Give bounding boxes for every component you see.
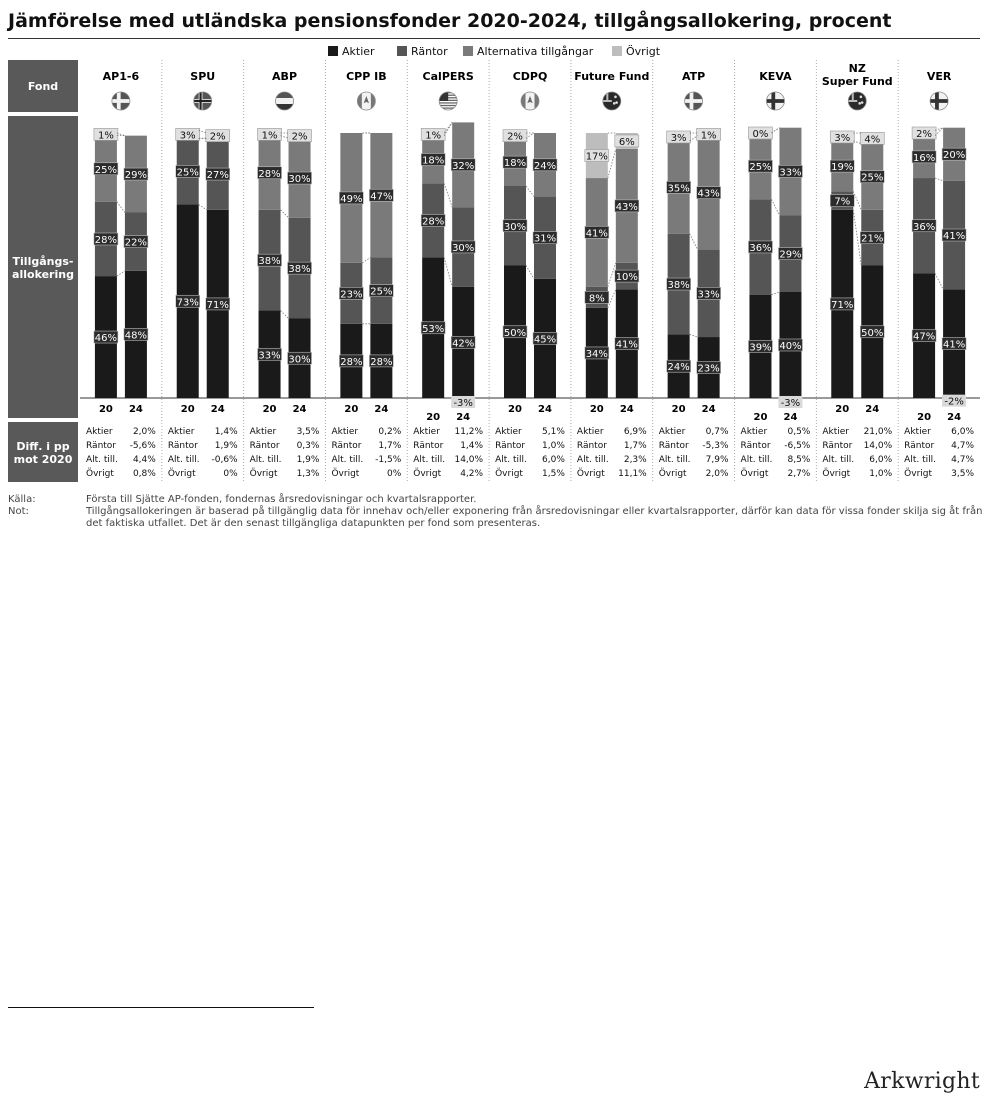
data-label: 30% bbox=[452, 242, 475, 254]
year-label: 20 bbox=[917, 412, 932, 423]
diff-row-name: Räntor bbox=[904, 441, 935, 451]
diff-row-name: Aktier bbox=[413, 427, 440, 437]
data-label: 2% bbox=[916, 129, 933, 140]
segment-connector bbox=[526, 186, 534, 197]
diff-value: 0,7% bbox=[705, 427, 729, 437]
diff-value: 0% bbox=[386, 469, 402, 479]
flag-denmark-icon bbox=[112, 92, 130, 110]
data-label: 10% bbox=[615, 272, 638, 284]
data-label: 40% bbox=[779, 341, 802, 352]
data-label: 2% bbox=[507, 131, 523, 143]
data-label: 3% bbox=[179, 130, 196, 142]
diff-row-name: Aktier bbox=[249, 427, 277, 437]
data-label: 41% bbox=[942, 231, 966, 243]
data-label: 38% bbox=[258, 256, 281, 268]
note-text: Tillgångsallokeringen är baserad på tillgänglig data för innehav och/eller exponering från årsredovisningar eller kvartalsrapporter, därför kan data för vissa fonder skilja sig åt från det faktiska utfallet. Det är den senast tillgängliga datapunkten per fond som presenteras. bbox=[86, 506, 983, 529]
segment-connector bbox=[935, 273, 943, 289]
year-label: 24 bbox=[210, 404, 225, 415]
source-notes bbox=[8, 494, 983, 530]
fund-name: CDPQ bbox=[512, 70, 548, 83]
fund-name: ATP bbox=[682, 70, 706, 83]
segment-connector bbox=[281, 210, 289, 218]
fund-row-label-text: Fond bbox=[27, 80, 59, 93]
fund-name: SPU bbox=[190, 70, 216, 83]
diff-row-name: Aktier bbox=[576, 427, 604, 437]
diff-row-name: Övrigt bbox=[167, 469, 196, 479]
year-label: 20 bbox=[835, 404, 850, 415]
fund-name: ABP bbox=[272, 70, 298, 83]
fund-column bbox=[822, 62, 893, 479]
diff-value: 4,7% bbox=[951, 441, 974, 451]
fund-column bbox=[250, 70, 320, 479]
data-label: 16% bbox=[912, 152, 936, 164]
fund-name: CalPERS bbox=[422, 70, 474, 83]
diff-row-name: Räntor bbox=[822, 441, 853, 451]
year-label: 20 bbox=[753, 412, 768, 423]
fund-column bbox=[904, 70, 974, 479]
diff-row-name: Övrigt bbox=[331, 469, 360, 479]
year-label: 20 bbox=[98, 404, 113, 415]
data-label: 3% bbox=[670, 132, 687, 144]
diff-row-label-text: mot 2020 bbox=[13, 453, 73, 466]
data-label: 22% bbox=[124, 237, 148, 249]
diff-row-name: Alt. till. bbox=[740, 455, 773, 465]
data-label: 18% bbox=[422, 155, 445, 167]
allocation-row-label bbox=[8, 116, 78, 418]
diff-value: 8,5% bbox=[787, 455, 811, 465]
diff-value: 1,9% bbox=[214, 441, 238, 451]
diff-row-name: Alt. till. bbox=[413, 455, 446, 465]
flag-australia-icon bbox=[603, 92, 621, 110]
diff-value: 0,3% bbox=[296, 441, 320, 451]
data-label: 0% bbox=[752, 129, 769, 140]
year-label: 20 bbox=[589, 404, 604, 415]
footnote-divider bbox=[8, 1007, 314, 1008]
fund-name: Future Fund bbox=[574, 70, 650, 83]
data-label: 50% bbox=[503, 327, 527, 339]
data-label: 20% bbox=[942, 150, 966, 162]
diff-value: 2,3% bbox=[623, 455, 647, 465]
diff-row-name: Övrigt bbox=[740, 469, 769, 479]
data-label: 42% bbox=[452, 338, 475, 350]
year-label: 20 bbox=[508, 404, 522, 415]
data-label: 27% bbox=[206, 170, 229, 182]
diff-value: 11,1% bbox=[618, 469, 647, 479]
diff-value: 1,3% bbox=[296, 469, 320, 479]
diff-row-name: Räntor bbox=[576, 441, 607, 451]
flag-netherlands-icon bbox=[276, 92, 294, 110]
diff-row-name: Räntor bbox=[495, 441, 526, 451]
data-label: 41% bbox=[942, 339, 966, 351]
segment-connector bbox=[935, 178, 943, 181]
data-label: 39% bbox=[749, 342, 772, 354]
diff-value: 1,7% bbox=[378, 441, 402, 451]
segment-connector bbox=[444, 258, 452, 287]
data-label: 31% bbox=[533, 233, 557, 245]
legend-label: Aktier bbox=[342, 45, 375, 58]
diff-row-name: Övrigt bbox=[658, 469, 687, 479]
flag-finland-icon bbox=[930, 92, 948, 110]
diff-row-name: Alt. till. bbox=[249, 455, 282, 465]
diff-row-name: Alt. till. bbox=[495, 455, 527, 465]
legend-label: Räntor bbox=[411, 45, 448, 58]
data-label: 23% bbox=[697, 363, 720, 375]
year-label: 20 bbox=[426, 412, 441, 423]
diff-value: -5,3% bbox=[702, 441, 729, 451]
data-label: 21% bbox=[861, 233, 884, 245]
flag-usa-icon bbox=[439, 92, 457, 110]
diff-row-name: Övrigt bbox=[249, 469, 278, 479]
data-label: 23% bbox=[340, 289, 363, 301]
data-label: 6% bbox=[618, 136, 635, 148]
segment-connector bbox=[526, 266, 534, 279]
data-label: 49% bbox=[340, 193, 363, 205]
data-label: 50% bbox=[861, 327, 884, 339]
data-label: 36% bbox=[749, 242, 772, 254]
segment-connector bbox=[117, 271, 125, 276]
data-label: 29% bbox=[779, 249, 802, 261]
fund-column bbox=[168, 70, 238, 479]
data-label: 1% bbox=[700, 130, 717, 142]
data-label: 1% bbox=[261, 130, 278, 142]
data-label: 25% bbox=[176, 167, 199, 179]
diff-value: 7,9% bbox=[705, 455, 729, 465]
data-label: 17% bbox=[585, 151, 608, 163]
diff-value: 2,0% bbox=[705, 469, 729, 479]
data-label: 32% bbox=[452, 160, 475, 172]
allocation-row-label-text: Tillgångs- bbox=[12, 255, 74, 268]
diff-row-name: Räntor bbox=[658, 441, 689, 451]
data-label: 34% bbox=[585, 348, 608, 360]
segment-connector bbox=[117, 202, 125, 213]
diff-row-name: Alt. till. bbox=[86, 455, 118, 465]
data-label: 3% bbox=[834, 132, 851, 144]
data-label: 25% bbox=[370, 286, 393, 298]
diff-value: 6,9% bbox=[623, 427, 647, 437]
diff-row-name: Räntor bbox=[86, 441, 117, 451]
diff-value: 21,0% bbox=[863, 427, 893, 437]
data-label: 18% bbox=[503, 158, 527, 170]
data-label: 29% bbox=[124, 170, 148, 182]
year-label: 24 bbox=[538, 404, 552, 415]
diff-value: -0,6% bbox=[211, 455, 238, 465]
data-label: 43% bbox=[615, 201, 638, 213]
diff-row-label bbox=[8, 422, 78, 482]
data-label: 24% bbox=[667, 362, 690, 374]
fund-row-label bbox=[8, 60, 78, 112]
diff-value: 6,0% bbox=[951, 427, 974, 437]
data-label: 28% bbox=[370, 356, 393, 368]
diff-row-name: Räntor bbox=[331, 441, 362, 451]
diff-row-name: Alt. till. bbox=[658, 455, 691, 465]
data-label: 38% bbox=[288, 264, 311, 276]
data-label: 25% bbox=[94, 164, 118, 176]
diff-row-name: Räntor bbox=[413, 441, 444, 451]
fund-column bbox=[741, 70, 811, 479]
data-label: -2% bbox=[944, 396, 964, 408]
chart bbox=[0, 0, 988, 490]
data-label: 2% bbox=[291, 131, 308, 143]
data-label: 28% bbox=[422, 216, 445, 228]
brand-logo: Arkwright bbox=[864, 1069, 980, 1094]
data-label: 2% bbox=[209, 131, 226, 143]
data-label: 33% bbox=[697, 289, 720, 301]
flag-canada-icon bbox=[521, 92, 539, 110]
data-label: 43% bbox=[697, 188, 720, 200]
fund-name: KEVA bbox=[759, 70, 792, 83]
year-label: 24 bbox=[701, 404, 716, 415]
diff-value: 0,5% bbox=[787, 427, 811, 437]
diff-row-name: Alt. till. bbox=[822, 455, 855, 465]
data-label: 73% bbox=[176, 297, 199, 309]
segment-connector bbox=[199, 205, 207, 210]
fund-column bbox=[574, 70, 649, 479]
year-label: 24 bbox=[783, 412, 798, 423]
diff-row-label-text: Diff. i pp bbox=[16, 440, 70, 453]
diff-row-name: Alt. till. bbox=[576, 455, 609, 465]
diff-value: 4,2% bbox=[460, 469, 484, 479]
data-label: 38% bbox=[667, 280, 690, 292]
year-label: 24 bbox=[865, 404, 880, 415]
data-label: 71% bbox=[831, 299, 854, 311]
source-text: Första till Sjätte AP-fonden, fondernas årsredovisningar och kvartalsrapporter. bbox=[86, 494, 477, 505]
diff-value: -1,5% bbox=[375, 455, 402, 465]
data-label: 35% bbox=[667, 183, 690, 195]
data-label: 25% bbox=[861, 172, 884, 184]
diff-value: 1,4% bbox=[214, 427, 238, 437]
flag-new-zealand-icon bbox=[848, 92, 866, 110]
segment-connector bbox=[771, 199, 779, 215]
year-label: 24 bbox=[619, 404, 634, 415]
diff-row-name: Aktier bbox=[740, 427, 768, 437]
diff-row-name: Alt. till. bbox=[167, 455, 200, 465]
diff-value: 4,7% bbox=[951, 455, 974, 465]
fund-name: VER bbox=[926, 70, 952, 83]
data-label: 41% bbox=[585, 228, 608, 240]
fund-column bbox=[331, 70, 401, 479]
data-label: 28% bbox=[340, 356, 363, 368]
diff-value: 6,0% bbox=[869, 455, 893, 465]
flag-finland-icon bbox=[766, 92, 784, 110]
diff-value: -5,6% bbox=[129, 441, 156, 451]
data-label: -3% bbox=[780, 397, 801, 409]
diff-row-name: Aktier bbox=[904, 427, 931, 437]
data-label: 30% bbox=[288, 174, 311, 186]
diff-row-name: Alt. till. bbox=[331, 455, 364, 465]
data-label: 46% bbox=[94, 333, 118, 345]
diff-value: -6,5% bbox=[784, 441, 811, 451]
diff-row-name: Aktier bbox=[167, 427, 195, 437]
note-label: Not: bbox=[8, 506, 29, 517]
diff-value: 5,1% bbox=[542, 427, 565, 437]
data-label: 47% bbox=[370, 191, 393, 203]
flag-denmark-icon bbox=[685, 92, 703, 110]
data-label: 25% bbox=[749, 162, 772, 174]
data-label: 30% bbox=[503, 221, 527, 233]
segment-connector bbox=[690, 334, 698, 337]
data-label: 33% bbox=[779, 167, 802, 179]
fund-name: NZ bbox=[848, 62, 866, 75]
data-label: -3% bbox=[453, 397, 473, 409]
source-label: Källa: bbox=[8, 494, 36, 505]
flag-norway-icon bbox=[194, 92, 212, 110]
year-label: 24 bbox=[456, 412, 471, 423]
diff-row-name: Alt. till. bbox=[904, 455, 936, 465]
data-label: 19% bbox=[831, 162, 854, 174]
fund-column bbox=[659, 70, 729, 479]
diff-value: 1,9% bbox=[296, 455, 320, 465]
segment-connector bbox=[444, 183, 452, 207]
allocation-row-label-text: allokering bbox=[12, 268, 74, 281]
diff-value: 6,0% bbox=[542, 455, 565, 465]
diff-value: 3,5% bbox=[296, 427, 320, 437]
diff-row-name: Övrigt bbox=[904, 469, 933, 479]
fund-column bbox=[413, 70, 483, 479]
segment-connector bbox=[281, 311, 289, 319]
data-label: 30% bbox=[288, 354, 311, 366]
diff-row-name: Aktier bbox=[658, 427, 686, 437]
diff-row-name: Aktier bbox=[86, 427, 113, 437]
year-label: 20 bbox=[180, 404, 195, 415]
diff-row-name: Övrigt bbox=[495, 469, 523, 479]
data-label: 48% bbox=[124, 330, 148, 342]
diff-row-name: Övrigt bbox=[86, 469, 114, 479]
data-label: 45% bbox=[533, 334, 557, 346]
diff-value: 0% bbox=[223, 469, 238, 479]
data-label: 28% bbox=[258, 168, 281, 180]
diff-value: 0,8% bbox=[132, 469, 156, 479]
diff-row-name: Räntor bbox=[249, 441, 280, 451]
fund-name: CPP IB bbox=[346, 70, 387, 83]
data-label: 36% bbox=[912, 221, 936, 233]
diff-row-name: Aktier bbox=[331, 427, 359, 437]
diff-value: 2,0% bbox=[132, 427, 156, 437]
fund-name: Super Fund bbox=[821, 75, 893, 88]
diff-value: 1,5% bbox=[542, 469, 565, 479]
data-label: 53% bbox=[422, 323, 445, 335]
year-label: 20 bbox=[262, 404, 277, 415]
fund-column bbox=[495, 70, 565, 479]
diff-row-name: Aktier bbox=[822, 427, 850, 437]
fund-column bbox=[86, 70, 156, 479]
diff-value: 11,2% bbox=[454, 427, 484, 437]
data-label: 71% bbox=[206, 299, 229, 311]
year-label: 24 bbox=[128, 404, 143, 415]
diff-row-name: Övrigt bbox=[576, 469, 605, 479]
year-label: 20 bbox=[671, 404, 686, 415]
data-label: 8% bbox=[588, 293, 605, 305]
fund-name: AP1-6 bbox=[102, 70, 140, 83]
diff-value: 2,7% bbox=[787, 469, 811, 479]
diff-value: 1,7% bbox=[623, 441, 647, 451]
page-title: Jämförelse med utländska pensionsfonder 2020-2024, tillgångsallokering, procent bbox=[8, 10, 892, 32]
diff-value: 1,4% bbox=[460, 441, 484, 451]
diff-value: 3,5% bbox=[951, 469, 974, 479]
data-label: 7% bbox=[834, 196, 851, 208]
legend-label: Övrigt bbox=[626, 45, 661, 58]
diff-row-name: Räntor bbox=[167, 441, 198, 451]
data-label: 47% bbox=[912, 331, 936, 343]
data-label: 1% bbox=[425, 130, 442, 142]
year-label: 24 bbox=[374, 404, 389, 415]
year-label: 20 bbox=[344, 404, 359, 415]
diff-row-name: Övrigt bbox=[822, 469, 851, 479]
diff-row-name: Aktier bbox=[495, 427, 522, 437]
data-label: 24% bbox=[533, 160, 557, 172]
diff-value: 1,0% bbox=[869, 469, 893, 479]
segment-connector bbox=[771, 292, 779, 295]
year-label: 24 bbox=[947, 412, 962, 423]
diff-value: 14,0% bbox=[454, 455, 484, 465]
diff-row-name: Räntor bbox=[740, 441, 771, 451]
diff-value: 4,4% bbox=[132, 455, 156, 465]
data-label: 1% bbox=[97, 130, 114, 142]
data-label: 4% bbox=[864, 134, 881, 146]
legend-label: Alternativa tillgångar bbox=[477, 45, 594, 58]
data-label: 41% bbox=[615, 339, 638, 351]
flag-canada-icon bbox=[357, 92, 375, 110]
diff-value: 0,2% bbox=[378, 427, 402, 437]
data-label: 33% bbox=[258, 350, 281, 362]
diff-value: 14,0% bbox=[863, 441, 893, 451]
year-label: 24 bbox=[292, 404, 307, 415]
diff-row-name: Övrigt bbox=[413, 469, 442, 479]
segment-connector bbox=[362, 258, 370, 263]
data-label: 28% bbox=[94, 235, 118, 246]
diff-value: 1,0% bbox=[542, 441, 565, 451]
segment-connector bbox=[690, 234, 698, 250]
